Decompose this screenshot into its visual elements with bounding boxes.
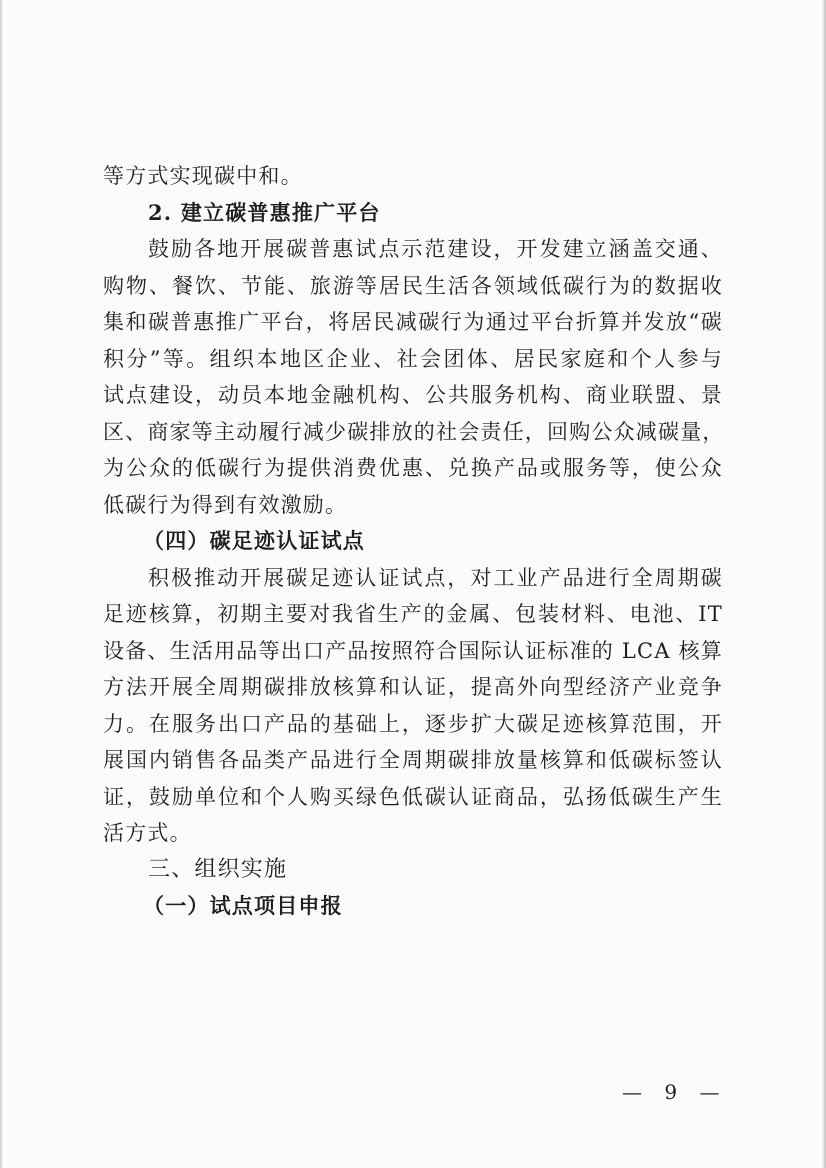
paragraph-line: 区、商家等主动履行减少碳排放的社会责任，回购公众减碳量， (103, 419, 725, 444)
paragraph-line: 为公众的低碳行为提供消费优惠、兑换产品或服务等，使公众 (103, 456, 723, 480)
paragraph-line: 证，鼓励单位和个人购买绿色低碳认证商品，弘扬低碳生产生 (103, 784, 723, 809)
paragraph-line: 购物、餐饮、节能、旅游等居民生活各领域低碳行为的数据收 (103, 273, 723, 298)
text-block-1 (103, 158, 723, 925)
paragraph-line: 积极推动开展碳足迹认证试点，对工业产品进行全周期碳 (148, 565, 723, 590)
paragraph-line: 积分”等。组织本地区企业、社会团体、居民家庭和个人参与 (103, 346, 723, 371)
paragraph-line: 鼓励各地开展碳普惠试点示范建设，开发建立涵盖交通、 (148, 237, 723, 261)
paragraph-line: 试点建设，动员本地金融机构、公共服务机构、商业联盟、景 (103, 383, 723, 407)
chapter-heading: 三、组织实施 (148, 856, 288, 882)
paragraph-tail: 等方式实现碳中和。 (103, 164, 303, 188)
paragraph-line: 展国内销售各品类产品进行全周期碳排放量核算和低碳标签认 (103, 748, 723, 772)
paragraph-line: 力。在服务出口产品的基础上，逐步扩大碳足迹核算范围，开 (103, 711, 723, 736)
section-heading-1: （一）试点项目申报 (143, 893, 343, 918)
scan-edge-left (0, 0, 3, 1168)
scan-edge-right (822, 0, 826, 1168)
page-number: — 9 — (622, 1080, 728, 1104)
paragraph-line: 活方式。 (103, 821, 192, 845)
paragraph-line: 低碳行为得到有效激励。 (103, 492, 348, 517)
paragraph-line: 设备、生活用品等出口产品按照符合国际认证标准的 LCA 核算 (103, 638, 723, 663)
subsection-heading: 2. 建立碳普惠推广平台 (148, 199, 381, 225)
section-heading-4: （四）碳足迹认证试点 (143, 528, 365, 553)
paragraph-line: 集和碳普惠推广平台，将居民减碳行为通过平台折算并发放“碳 (103, 310, 723, 334)
paragraph-line: 足迹核算，初期主要对我省生产的金属、包装材料、电池、IT (103, 602, 723, 626)
paragraph-line: 方法开展全周期碳排放核算和认证，提高外向型经济产业竞争 (103, 675, 723, 699)
